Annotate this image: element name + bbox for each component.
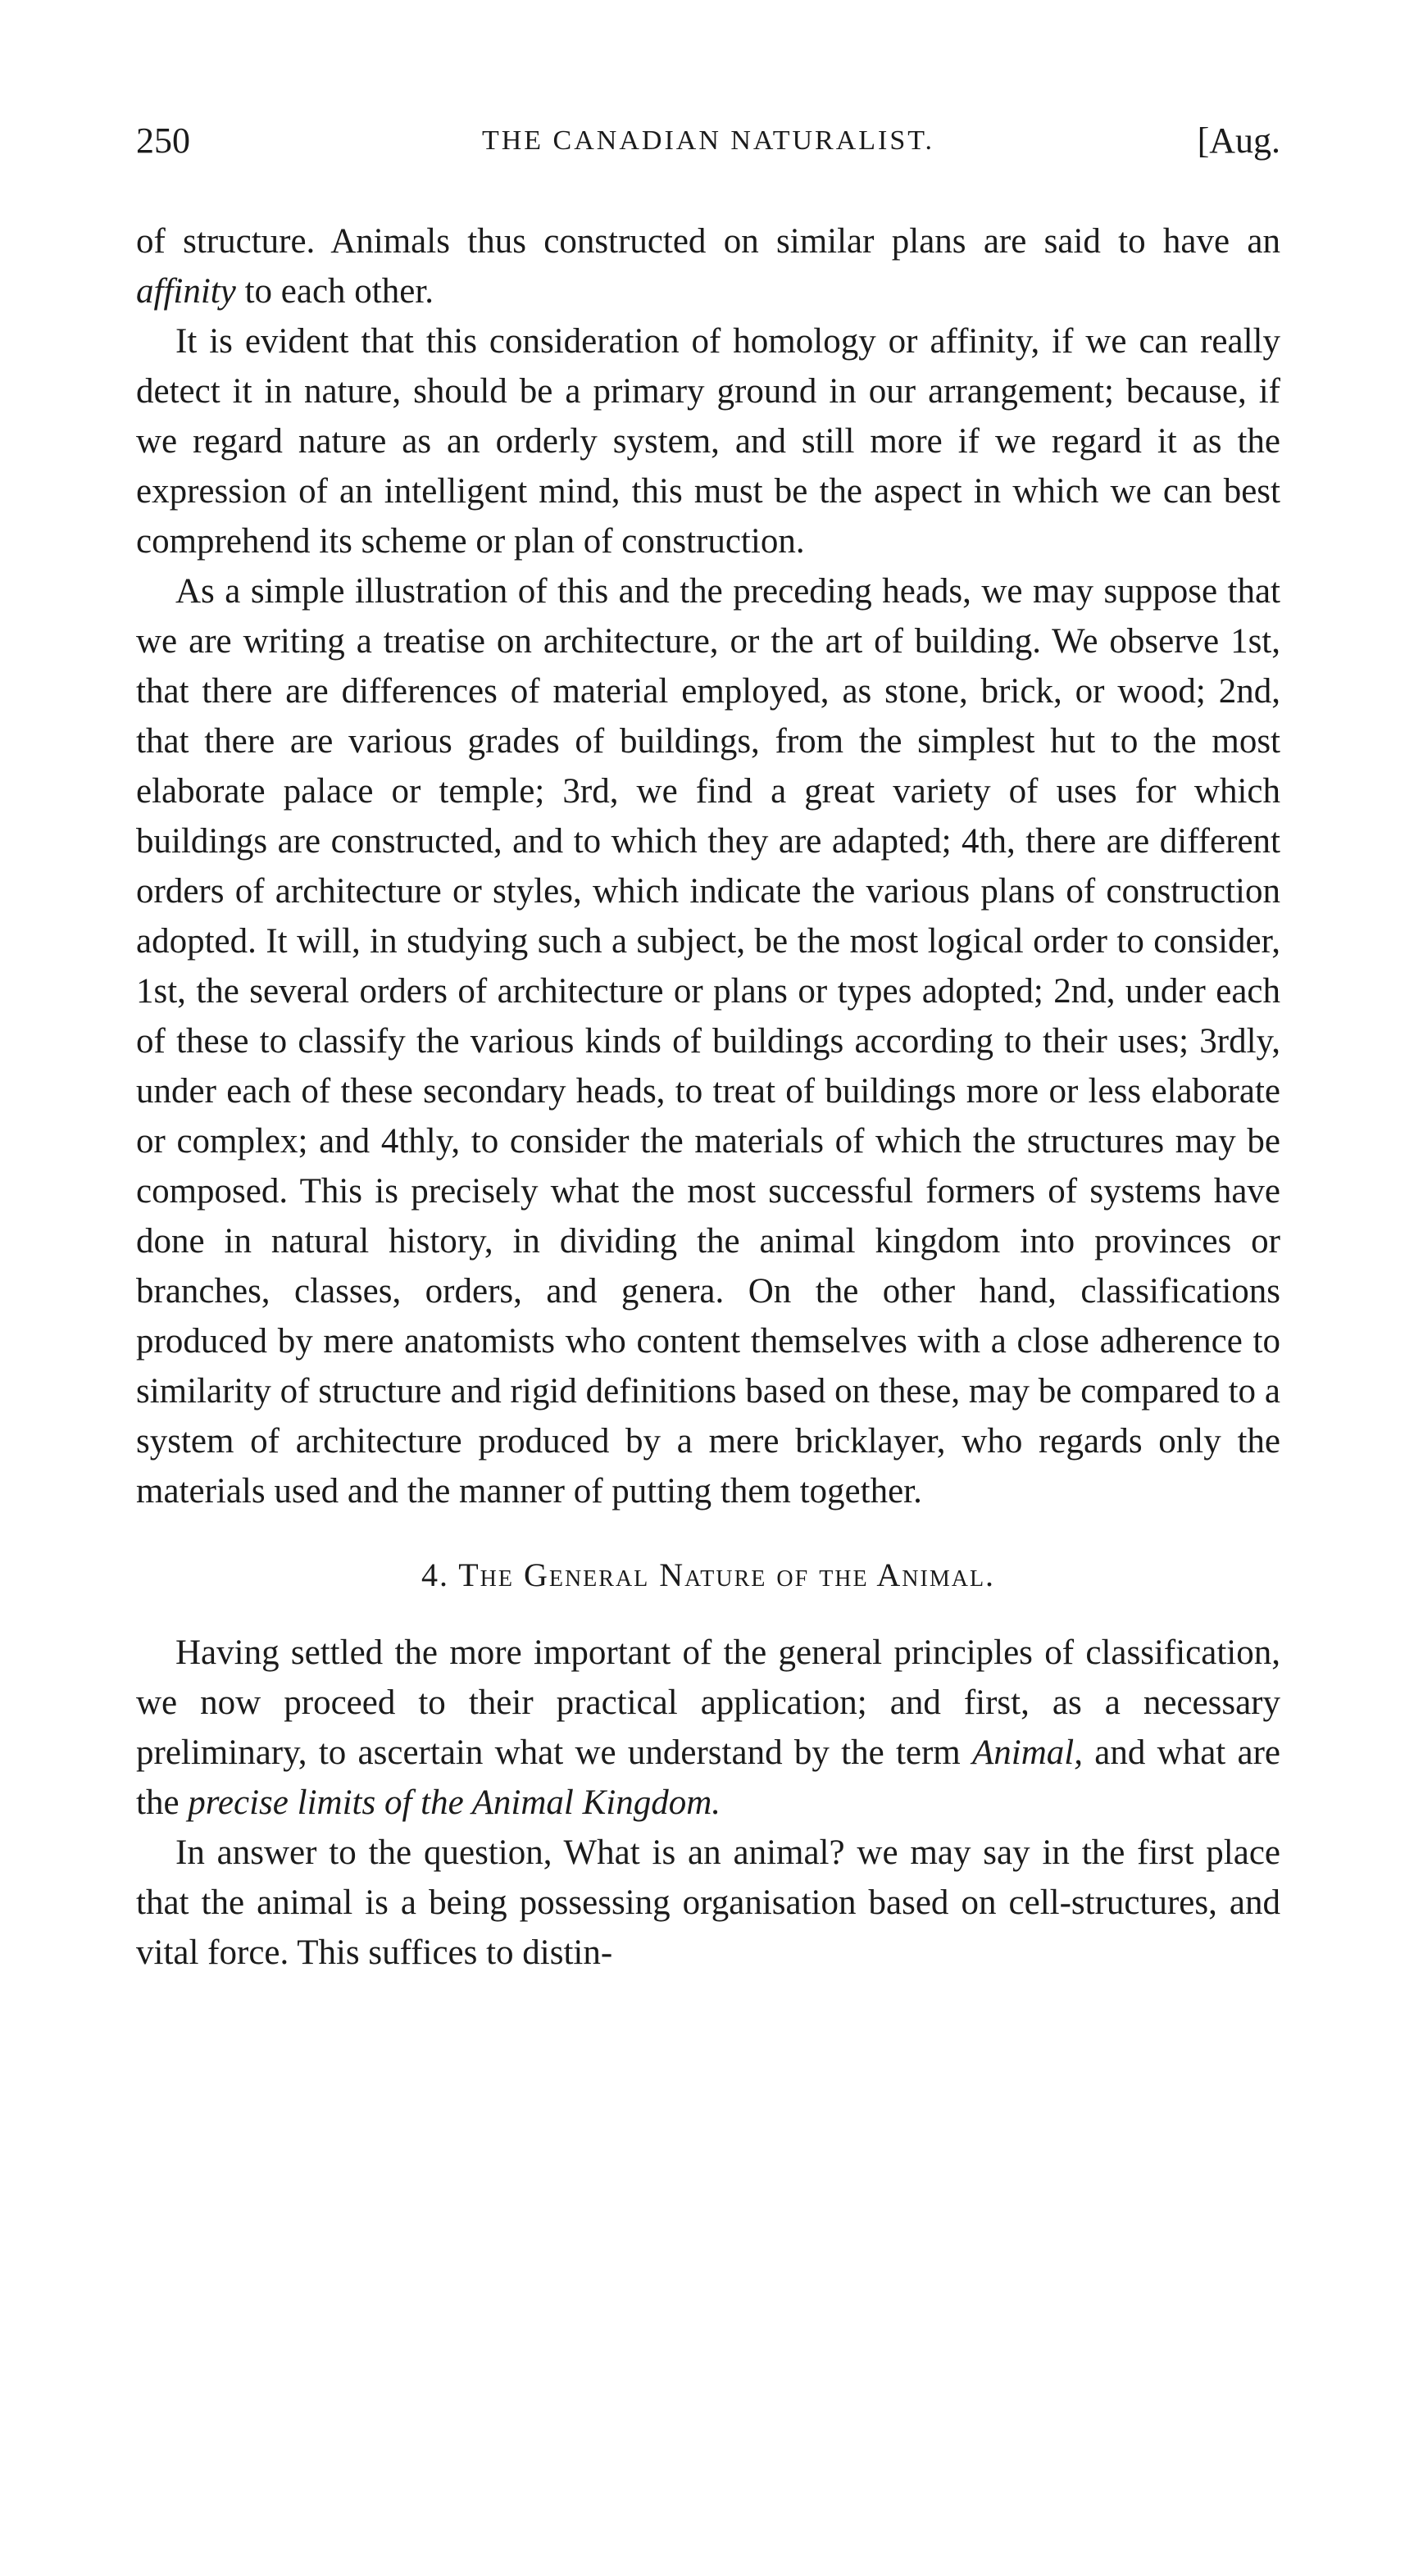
emphasis-text: affinity <box>136 272 236 311</box>
running-head <box>136 115 1280 167</box>
paragraph <box>136 216 1280 316</box>
paragraph-text: of structure. Animals thus constructed on similar plans are said to have an <box>136 222 1280 261</box>
paragraph-text: and what are the <box>136 1733 1280 1822</box>
paragraph <box>136 1628 1280 1828</box>
section-heading: 4. The General Nature of the Animal. <box>421 1556 996 1593</box>
body-text <box>136 216 1280 1978</box>
emphasis-text: precise limits of the Animal Kingdom. <box>188 1783 721 1822</box>
emphasis-text: Animal, <box>972 1733 1083 1772</box>
page <box>136 115 1280 1978</box>
running-head-date: [Aug. <box>1197 120 1280 161</box>
page-number: 250 <box>136 120 190 161</box>
paragraph: In answer to the question, What is an animal? we may say in the first place that the animal is a being possessing organisation based on cell-structures, and vital force. This suffices to distin- <box>136 1833 1280 1972</box>
paragraph-text: Having settled the more important of the general principles of classification, we now proceed to their practical application; and first, as a necessary preliminary, to ascertain what we understand by the term <box>136 1633 1280 1772</box>
journal-title: THE CANADIAN NATURALIST. <box>481 125 935 156</box>
paragraph-text: to each other. <box>235 272 434 311</box>
paragraph: As a simple illustration of this and the preceding heads, we may suppose that we are writing a treatise on architecture, or the art of building. We observe 1st, that there are differences of material employed, as stone, brick, or wood; 2nd, that there are various grades of buildings, from the simplest hut to the most elaborate palace or temple; 3rd, we find a great variety of uses for which buildings are constructed, and to which they are adapted; 4th, there are different orders of architecture or styles, which indicate the various plans of construction adopted. It will, in studying such a subject, be the most logical order to consider, 1st, the several orders of architecture or plans or types adopted; 2nd, under each of these to classify the various kinds of buildings according to their uses; 3rdly, under each of these secondary heads, to treat of buildings more or less elaborate or complex; and 4thly, to consider the materials of which the structures may be composed. This is precisely what the most successful formers of systems have done in natural history, in dividing the animal kingdom into provinces or branches, classes, orders, and genera. On the other hand, classifications produced by mere anatomists who content themselves with a close adherence to similarity of structure and rigid definitions based on these, may be compared to a system of architecture produced by a mere bricklayer, who regards only the materials used and the manner of putting them together. <box>136 572 1280 1511</box>
paragraph: It is evident that this consideration of homology or affinity, if we can really detect it in nature, should be a primary ground in our arrangement; because, if we regard nature as an orderly system, and still more if we regard it as the expression of an intelligent mind, this must be the aspect in which we can best comprehend its scheme or plan of construction. <box>136 322 1280 561</box>
